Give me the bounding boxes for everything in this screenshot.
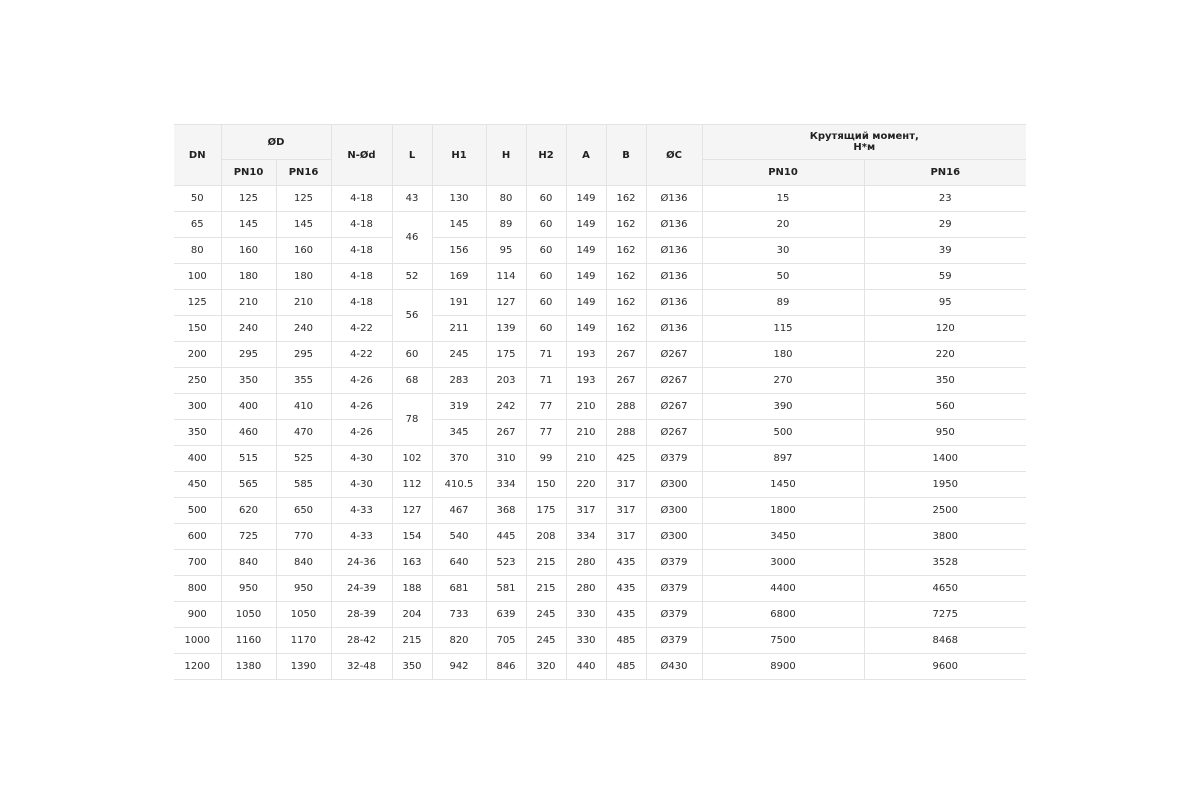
cell-torque-pn16: 3528 bbox=[864, 550, 1026, 576]
cell-od-pn16: 585 bbox=[276, 472, 331, 498]
cell-l: 163 bbox=[392, 550, 432, 576]
cell-oc: Ø136 bbox=[646, 264, 702, 290]
cell-od-pn10: 350 bbox=[221, 368, 276, 394]
cell-torque-pn10: 6800 bbox=[702, 602, 864, 628]
cell-b: 435 bbox=[606, 550, 646, 576]
cell-torque-pn10: 500 bbox=[702, 420, 864, 446]
cell-dn: 1200 bbox=[174, 654, 221, 680]
cell-dn: 800 bbox=[174, 576, 221, 602]
cell-h: 80 bbox=[486, 186, 526, 212]
cell-torque-pn16: 2500 bbox=[864, 498, 1026, 524]
cell-od-pn16: 1390 bbox=[276, 654, 331, 680]
cell-h2: 99 bbox=[526, 446, 566, 472]
cell-b: 162 bbox=[606, 212, 646, 238]
cell-torque-pn10: 1800 bbox=[702, 498, 864, 524]
cell-n-od: 4-30 bbox=[331, 472, 392, 498]
cell-od-pn10: 160 bbox=[221, 238, 276, 264]
cell-h2: 245 bbox=[526, 628, 566, 654]
cell-n-od: 32-48 bbox=[331, 654, 392, 680]
cell-torque-pn10: 897 bbox=[702, 446, 864, 472]
cell-od-pn16: 240 bbox=[276, 316, 331, 342]
cell-h: 139 bbox=[486, 316, 526, 342]
cell-h1: 245 bbox=[432, 342, 486, 368]
cell-h1: 410.5 bbox=[432, 472, 486, 498]
cell-a: 149 bbox=[566, 212, 606, 238]
cell-a: 440 bbox=[566, 654, 606, 680]
cell-a: 149 bbox=[566, 316, 606, 342]
cell-h: 368 bbox=[486, 498, 526, 524]
cell-od-pn16: 295 bbox=[276, 342, 331, 368]
cell-oc: Ø267 bbox=[646, 342, 702, 368]
cell-od-pn10: 725 bbox=[221, 524, 276, 550]
cell-n-od: 4-26 bbox=[331, 394, 392, 420]
cell-torque-pn16: 95 bbox=[864, 290, 1026, 316]
cell-torque-pn10: 8900 bbox=[702, 654, 864, 680]
cell-h2: 208 bbox=[526, 524, 566, 550]
cell-h2: 71 bbox=[526, 368, 566, 394]
cell-b: 435 bbox=[606, 576, 646, 602]
cell-od-pn16: 1170 bbox=[276, 628, 331, 654]
cell-oc: Ø300 bbox=[646, 524, 702, 550]
table-row bbox=[174, 602, 1026, 628]
header-n-od: N-Ød bbox=[331, 125, 392, 186]
cell-n-od: 4-22 bbox=[331, 342, 392, 368]
cell-a: 334 bbox=[566, 524, 606, 550]
table-header bbox=[174, 125, 1026, 186]
cell-h1: 942 bbox=[432, 654, 486, 680]
table-row bbox=[174, 498, 1026, 524]
cell-a: 149 bbox=[566, 238, 606, 264]
cell-od-pn16: 145 bbox=[276, 212, 331, 238]
cell-dn: 65 bbox=[174, 212, 221, 238]
table-body bbox=[174, 186, 1026, 680]
table-row bbox=[174, 576, 1026, 602]
cell-n-od: 4-26 bbox=[331, 420, 392, 446]
cell-od-pn10: 1050 bbox=[221, 602, 276, 628]
cell-oc: Ø136 bbox=[646, 290, 702, 316]
cell-oc: Ø300 bbox=[646, 472, 702, 498]
cell-od-pn16: 210 bbox=[276, 290, 331, 316]
cell-h: 581 bbox=[486, 576, 526, 602]
cell-a: 330 bbox=[566, 602, 606, 628]
cell-a: 220 bbox=[566, 472, 606, 498]
cell-h2: 77 bbox=[526, 394, 566, 420]
header-torque-line1: Крутящий момент, bbox=[809, 131, 919, 142]
table-row bbox=[174, 186, 1026, 212]
cell-h: 846 bbox=[486, 654, 526, 680]
cell-torque-pn10: 1450 bbox=[702, 472, 864, 498]
cell-h1: 169 bbox=[432, 264, 486, 290]
cell-od-pn10: 515 bbox=[221, 446, 276, 472]
cell-h1: 211 bbox=[432, 316, 486, 342]
header-torque-line2: Н*м bbox=[853, 142, 876, 153]
header-od-pn10: PN10 bbox=[221, 160, 276, 186]
cell-torque-pn10: 20 bbox=[702, 212, 864, 238]
cell-b: 317 bbox=[606, 498, 646, 524]
cell-a: 149 bbox=[566, 264, 606, 290]
cell-od-pn16: 410 bbox=[276, 394, 331, 420]
cell-torque-pn10: 3450 bbox=[702, 524, 864, 550]
valve-dimensions-table bbox=[174, 124, 1026, 680]
cell-l: 154 bbox=[392, 524, 432, 550]
cell-n-od: 28-42 bbox=[331, 628, 392, 654]
table-row bbox=[174, 342, 1026, 368]
cell-od-pn10: 460 bbox=[221, 420, 276, 446]
cell-dn: 700 bbox=[174, 550, 221, 576]
cell-h: 203 bbox=[486, 368, 526, 394]
cell-h: 242 bbox=[486, 394, 526, 420]
spec-table-container bbox=[174, 124, 1026, 680]
cell-h: 334 bbox=[486, 472, 526, 498]
cell-h2: 175 bbox=[526, 498, 566, 524]
cell-oc: Ø267 bbox=[646, 420, 702, 446]
cell-oc: Ø379 bbox=[646, 576, 702, 602]
cell-b: 288 bbox=[606, 420, 646, 446]
cell-n-od: 4-18 bbox=[331, 212, 392, 238]
cell-torque-pn10: 4400 bbox=[702, 576, 864, 602]
cell-od-pn10: 1160 bbox=[221, 628, 276, 654]
cell-b: 317 bbox=[606, 472, 646, 498]
cell-oc: Ø267 bbox=[646, 394, 702, 420]
header-oc: ØC bbox=[646, 125, 702, 186]
cell-torque-pn10: 7500 bbox=[702, 628, 864, 654]
cell-torque-pn10: 15 bbox=[702, 186, 864, 212]
cell-l: 102 bbox=[392, 446, 432, 472]
cell-b: 162 bbox=[606, 316, 646, 342]
cell-h: 445 bbox=[486, 524, 526, 550]
cell-torque-pn10: 30 bbox=[702, 238, 864, 264]
cell-od-pn16: 650 bbox=[276, 498, 331, 524]
cell-dn: 900 bbox=[174, 602, 221, 628]
cell-l: 350 bbox=[392, 654, 432, 680]
table-row bbox=[174, 654, 1026, 680]
header-a: A bbox=[566, 125, 606, 186]
table-row bbox=[174, 628, 1026, 654]
cell-torque-pn16: 1950 bbox=[864, 472, 1026, 498]
cell-oc: Ø379 bbox=[646, 550, 702, 576]
cell-torque-pn10: 115 bbox=[702, 316, 864, 342]
table-row bbox=[174, 316, 1026, 342]
cell-od-pn16: 160 bbox=[276, 238, 331, 264]
cell-od-pn10: 210 bbox=[221, 290, 276, 316]
cell-l: 127 bbox=[392, 498, 432, 524]
cell-od-pn10: 400 bbox=[221, 394, 276, 420]
cell-torque-pn16: 220 bbox=[864, 342, 1026, 368]
cell-l: 112 bbox=[392, 472, 432, 498]
cell-h2: 150 bbox=[526, 472, 566, 498]
cell-b: 162 bbox=[606, 264, 646, 290]
cell-a: 280 bbox=[566, 550, 606, 576]
cell-torque-pn10: 270 bbox=[702, 368, 864, 394]
cell-n-od: 4-33 bbox=[331, 498, 392, 524]
cell-a: 210 bbox=[566, 446, 606, 472]
cell-n-od: 4-18 bbox=[331, 186, 392, 212]
cell-h1: 156 bbox=[432, 238, 486, 264]
cell-torque-pn16: 1400 bbox=[864, 446, 1026, 472]
cell-torque-pn16: 59 bbox=[864, 264, 1026, 290]
cell-torque-pn10: 180 bbox=[702, 342, 864, 368]
cell-n-od: 4-30 bbox=[331, 446, 392, 472]
cell-torque-pn10: 89 bbox=[702, 290, 864, 316]
cell-h1: 640 bbox=[432, 550, 486, 576]
cell-torque-pn16: 350 bbox=[864, 368, 1026, 394]
cell-dn: 250 bbox=[174, 368, 221, 394]
cell-h2: 71 bbox=[526, 342, 566, 368]
cell-dn: 600 bbox=[174, 524, 221, 550]
cell-b: 485 bbox=[606, 628, 646, 654]
cell-od-pn10: 125 bbox=[221, 186, 276, 212]
cell-h2: 77 bbox=[526, 420, 566, 446]
cell-dn: 200 bbox=[174, 342, 221, 368]
cell-oc: Ø136 bbox=[646, 212, 702, 238]
cell-h1: 681 bbox=[432, 576, 486, 602]
cell-od-pn16: 525 bbox=[276, 446, 331, 472]
cell-l: 188 bbox=[392, 576, 432, 602]
header-torque-pn10: PN10 bbox=[702, 160, 864, 186]
cell-h1: 345 bbox=[432, 420, 486, 446]
header-torque-pn16: PN16 bbox=[864, 160, 1026, 186]
table-row bbox=[174, 212, 1026, 238]
cell-torque-pn16: 29 bbox=[864, 212, 1026, 238]
cell-a: 280 bbox=[566, 576, 606, 602]
cell-n-od: 4-26 bbox=[331, 368, 392, 394]
cell-torque-pn16: 120 bbox=[864, 316, 1026, 342]
cell-a: 193 bbox=[566, 368, 606, 394]
cell-od-pn10: 1380 bbox=[221, 654, 276, 680]
cell-h: 523 bbox=[486, 550, 526, 576]
cell-od-pn16: 125 bbox=[276, 186, 331, 212]
cell-a: 149 bbox=[566, 290, 606, 316]
cell-h1: 319 bbox=[432, 394, 486, 420]
cell-torque-pn16: 3800 bbox=[864, 524, 1026, 550]
cell-n-od: 4-22 bbox=[331, 316, 392, 342]
cell-dn: 400 bbox=[174, 446, 221, 472]
cell-torque-pn10: 50 bbox=[702, 264, 864, 290]
cell-l: 60 bbox=[392, 342, 432, 368]
header-b: B bbox=[606, 125, 646, 186]
cell-n-od: 4-33 bbox=[331, 524, 392, 550]
cell-n-od: 4-18 bbox=[331, 290, 392, 316]
cell-od-pn10: 180 bbox=[221, 264, 276, 290]
header-h: H bbox=[486, 125, 526, 186]
cell-h2: 60 bbox=[526, 264, 566, 290]
header-h2: H2 bbox=[526, 125, 566, 186]
cell-od-pn10: 295 bbox=[221, 342, 276, 368]
cell-h2: 60 bbox=[526, 186, 566, 212]
cell-od-pn16: 355 bbox=[276, 368, 331, 394]
cell-dn: 125 bbox=[174, 290, 221, 316]
table-row bbox=[174, 472, 1026, 498]
header-od: ØD bbox=[221, 125, 331, 160]
cell-od-pn16: 470 bbox=[276, 420, 331, 446]
header-torque bbox=[702, 125, 1026, 160]
cell-b: 267 bbox=[606, 342, 646, 368]
cell-n-od: 28-39 bbox=[331, 602, 392, 628]
cell-od-pn10: 950 bbox=[221, 576, 276, 602]
cell-od-pn10: 240 bbox=[221, 316, 276, 342]
cell-a: 210 bbox=[566, 420, 606, 446]
cell-dn: 150 bbox=[174, 316, 221, 342]
cell-a: 193 bbox=[566, 342, 606, 368]
table-row bbox=[174, 290, 1026, 316]
cell-torque-pn16: 4650 bbox=[864, 576, 1026, 602]
table-row bbox=[174, 446, 1026, 472]
table-row bbox=[174, 420, 1026, 446]
cell-l: 68 bbox=[392, 368, 432, 394]
cell-b: 162 bbox=[606, 290, 646, 316]
cell-oc: Ø379 bbox=[646, 628, 702, 654]
cell-a: 317 bbox=[566, 498, 606, 524]
cell-oc: Ø136 bbox=[646, 186, 702, 212]
cell-b: 162 bbox=[606, 238, 646, 264]
cell-h: 89 bbox=[486, 212, 526, 238]
cell-oc: Ø136 bbox=[646, 238, 702, 264]
cell-h1: 191 bbox=[432, 290, 486, 316]
cell-h: 95 bbox=[486, 238, 526, 264]
cell-n-od: 24-39 bbox=[331, 576, 392, 602]
cell-dn: 50 bbox=[174, 186, 221, 212]
header-dn: DN bbox=[174, 125, 221, 186]
table-row bbox=[174, 264, 1026, 290]
cell-h: 267 bbox=[486, 420, 526, 446]
cell-dn: 350 bbox=[174, 420, 221, 446]
cell-a: 149 bbox=[566, 186, 606, 212]
cell-oc: Ø379 bbox=[646, 446, 702, 472]
cell-l: 43 bbox=[392, 186, 432, 212]
cell-h: 310 bbox=[486, 446, 526, 472]
cell-n-od: 4-18 bbox=[331, 264, 392, 290]
header-od-pn16: PN16 bbox=[276, 160, 331, 186]
cell-oc: Ø300 bbox=[646, 498, 702, 524]
cell-dn: 1000 bbox=[174, 628, 221, 654]
cell-torque-pn10: 3000 bbox=[702, 550, 864, 576]
cell-h: 705 bbox=[486, 628, 526, 654]
table-row bbox=[174, 238, 1026, 264]
cell-h1: 540 bbox=[432, 524, 486, 550]
cell-dn: 450 bbox=[174, 472, 221, 498]
table-row bbox=[174, 394, 1026, 420]
cell-l: 52 bbox=[392, 264, 432, 290]
cell-l: 56 bbox=[392, 290, 432, 342]
cell-h1: 370 bbox=[432, 446, 486, 472]
cell-l: 46 bbox=[392, 212, 432, 264]
cell-h1: 467 bbox=[432, 498, 486, 524]
cell-dn: 500 bbox=[174, 498, 221, 524]
cell-h2: 60 bbox=[526, 238, 566, 264]
cell-b: 162 bbox=[606, 186, 646, 212]
cell-b: 425 bbox=[606, 446, 646, 472]
cell-torque-pn16: 950 bbox=[864, 420, 1026, 446]
cell-od-pn10: 620 bbox=[221, 498, 276, 524]
cell-b: 288 bbox=[606, 394, 646, 420]
cell-h2: 245 bbox=[526, 602, 566, 628]
cell-oc: Ø136 bbox=[646, 316, 702, 342]
cell-h2: 60 bbox=[526, 212, 566, 238]
cell-od-pn16: 180 bbox=[276, 264, 331, 290]
table-row bbox=[174, 524, 1026, 550]
cell-dn: 80 bbox=[174, 238, 221, 264]
cell-h1: 820 bbox=[432, 628, 486, 654]
cell-b: 485 bbox=[606, 654, 646, 680]
cell-od-pn10: 145 bbox=[221, 212, 276, 238]
cell-h2: 215 bbox=[526, 576, 566, 602]
cell-torque-pn16: 7275 bbox=[864, 602, 1026, 628]
cell-h: 639 bbox=[486, 602, 526, 628]
cell-a: 210 bbox=[566, 394, 606, 420]
cell-od-pn10: 840 bbox=[221, 550, 276, 576]
cell-h1: 733 bbox=[432, 602, 486, 628]
cell-h1: 283 bbox=[432, 368, 486, 394]
cell-h: 114 bbox=[486, 264, 526, 290]
cell-b: 317 bbox=[606, 524, 646, 550]
cell-torque-pn16: 560 bbox=[864, 394, 1026, 420]
cell-oc: Ø267 bbox=[646, 368, 702, 394]
cell-torque-pn16: 23 bbox=[864, 186, 1026, 212]
cell-b: 267 bbox=[606, 368, 646, 394]
cell-od-pn10: 565 bbox=[221, 472, 276, 498]
cell-oc: Ø430 bbox=[646, 654, 702, 680]
cell-h: 175 bbox=[486, 342, 526, 368]
cell-od-pn16: 770 bbox=[276, 524, 331, 550]
cell-torque-pn10: 390 bbox=[702, 394, 864, 420]
table-row bbox=[174, 550, 1026, 576]
header-l: L bbox=[392, 125, 432, 186]
cell-b: 435 bbox=[606, 602, 646, 628]
cell-a: 330 bbox=[566, 628, 606, 654]
cell-torque-pn16: 9600 bbox=[864, 654, 1026, 680]
header-h1: H1 bbox=[432, 125, 486, 186]
cell-oc: Ø379 bbox=[646, 602, 702, 628]
cell-torque-pn16: 8468 bbox=[864, 628, 1026, 654]
cell-h2: 60 bbox=[526, 290, 566, 316]
cell-h: 127 bbox=[486, 290, 526, 316]
cell-l: 78 bbox=[392, 394, 432, 446]
cell-od-pn16: 950 bbox=[276, 576, 331, 602]
cell-h2: 60 bbox=[526, 316, 566, 342]
cell-torque-pn16: 39 bbox=[864, 238, 1026, 264]
cell-dn: 100 bbox=[174, 264, 221, 290]
cell-l: 204 bbox=[392, 602, 432, 628]
cell-l: 215 bbox=[392, 628, 432, 654]
cell-h1: 145 bbox=[432, 212, 486, 238]
cell-h2: 320 bbox=[526, 654, 566, 680]
table-row bbox=[174, 368, 1026, 394]
cell-od-pn16: 1050 bbox=[276, 602, 331, 628]
cell-h1: 130 bbox=[432, 186, 486, 212]
cell-dn: 300 bbox=[174, 394, 221, 420]
cell-n-od: 4-18 bbox=[331, 238, 392, 264]
cell-n-od: 24-36 bbox=[331, 550, 392, 576]
cell-h2: 215 bbox=[526, 550, 566, 576]
cell-od-pn16: 840 bbox=[276, 550, 331, 576]
